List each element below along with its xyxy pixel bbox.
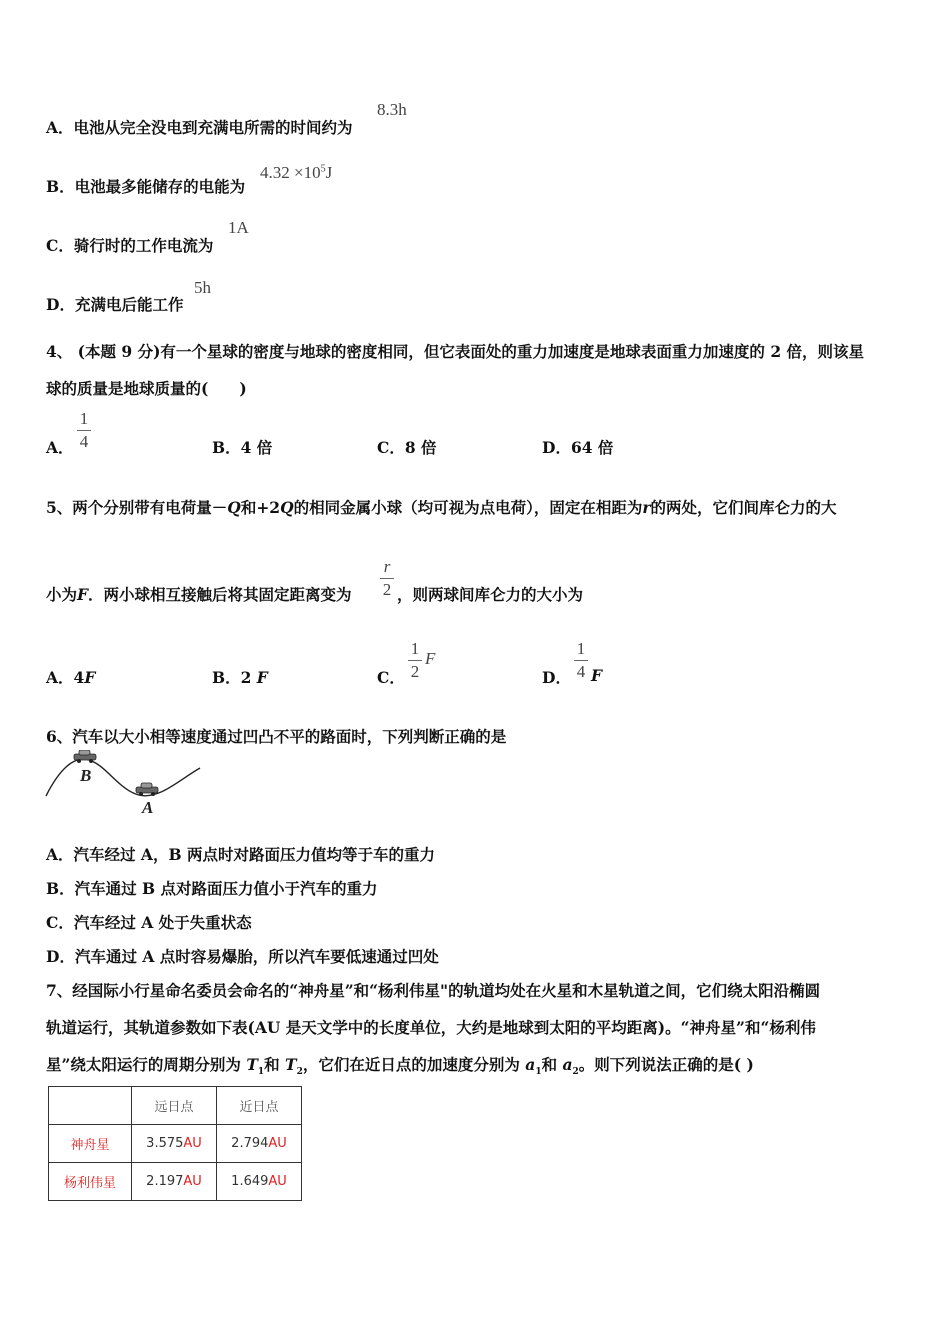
q3-option-d: D．充满电后能工作 xyxy=(46,295,184,314)
q6-option-b: B．汽车通过 B 点对路面压力值小于汽车的重力 xyxy=(46,879,378,898)
q7-stem-line3: 星”绕太阳运行的周期分别为 $T_1$和 $T_2$，它们在近日点的加速度分别为 $a_1$和 $a_2$。则下列说法正确的是( ) xyxy=(46,1055,754,1078)
table-cell-name: 杨利伟星 xyxy=(49,1163,132,1201)
q5-option-c-fraction: 1 2 xyxy=(408,640,422,681)
q6-option-a: A．汽车经过 A，B 两点时对路面压力值均等于车的重力 xyxy=(46,845,435,864)
q3-option-a: A．电池从完全没电到充满电所需的时间约为 xyxy=(46,118,353,137)
q5-option-b: B．2 F xyxy=(212,668,268,687)
q5-option-d-fraction: 1 4 xyxy=(574,640,588,681)
table-row xyxy=(49,1125,302,1163)
q5-option-c-label: C． xyxy=(377,668,405,687)
table-cell-near: 1.649AU xyxy=(217,1163,302,1201)
q5-stem-line1: 5、两个分别带有电荷量－Q和+2Q的相同金属小球（均可视为点电荷），固定在相距为r的两处，它们间库仑力的大 xyxy=(46,498,837,517)
q6-option-c: C．汽车经过 A 处于失重状态 xyxy=(46,913,252,932)
q6-option-d: D．汽车通过 A 点时容易爆胎，所以汽车要低速通过凹处 xyxy=(46,947,439,966)
q4-option-b: B．4 倍 xyxy=(212,438,273,457)
q4-option-d: D．64 倍 xyxy=(542,438,614,457)
q7-stem-line1: 7、经国际小行星命名委员会命名的“神舟星”和“杨利伟星"的轨道均处在火星和木星轨道之间，它们绕太阳沿椭圆 xyxy=(46,981,821,1000)
q3-option-c-value: 1A xyxy=(228,218,249,237)
q4-option-a-label: A． xyxy=(46,438,74,457)
table-header-row xyxy=(49,1087,302,1125)
q7-stem-line2: 轨道运行，其轨道参数如下表(AU 是天文学中的长度单位，大约是地球到太阳的平均距离)。“神舟星”和“杨利伟 xyxy=(46,1018,816,1037)
q5-stem-line2-end: ，则两球间库仑力的大小为 xyxy=(397,585,584,604)
point-b-label: B xyxy=(80,766,92,785)
orbit-table xyxy=(48,1086,302,1201)
q5-option-d-var: F xyxy=(591,666,603,685)
q3-option-a-value: 8.3h xyxy=(377,100,407,119)
car-a-icon xyxy=(136,783,158,796)
q5-option-a: A．4F xyxy=(46,668,96,687)
q5-stem-line2: 小为F．两小球相互接触后将其固定距离变为 xyxy=(46,585,352,604)
table-cell-far: 2.197AU xyxy=(132,1163,217,1201)
table-cell-far: 3.575AU xyxy=(132,1125,217,1163)
q5-option-d-label: D． xyxy=(542,668,571,687)
table-row xyxy=(49,1163,302,1201)
road-curve xyxy=(46,759,200,796)
table-cell-near: 2.794AU xyxy=(217,1125,302,1163)
q3-option-d-value: 5h xyxy=(194,278,211,297)
q3-option-c: C．骑行时的工作电流为 xyxy=(46,236,214,255)
table-header-cell: 近日点 xyxy=(217,1087,302,1125)
table-header-cell xyxy=(49,1087,132,1125)
q4-stem-line2: 球的质量是地球质量的( ) xyxy=(46,379,247,398)
car-b-icon xyxy=(74,750,96,763)
q5-option-c-var: F xyxy=(425,649,436,668)
table-cell-name: 神舟星 xyxy=(49,1125,132,1163)
q3-option-b: B．电池最多能储存的电能为 xyxy=(46,177,246,196)
q4-option-a-fraction: 1 4 xyxy=(77,410,91,451)
point-a-label: A xyxy=(142,798,154,817)
q4-option-c: C．8 倍 xyxy=(377,438,437,457)
q3-option-b-value: $4.32 \times 10^5J$ xyxy=(260,163,333,182)
q6-stem: 6、汽车以大小相等速度通过凹凸不平的路面时，下列判断正确的是 xyxy=(46,727,507,746)
table-header-cell: 远日点 xyxy=(132,1087,217,1125)
q4-stem-line1: 4、 (本题 9 分)有一个星球的密度与地球的密度相同，但它表面处的重力加速度是地球表面重力加速度的 2 倍，则该星 xyxy=(46,342,865,361)
road-figure xyxy=(44,750,204,818)
q5-distance-fraction: r 2 xyxy=(380,558,394,599)
